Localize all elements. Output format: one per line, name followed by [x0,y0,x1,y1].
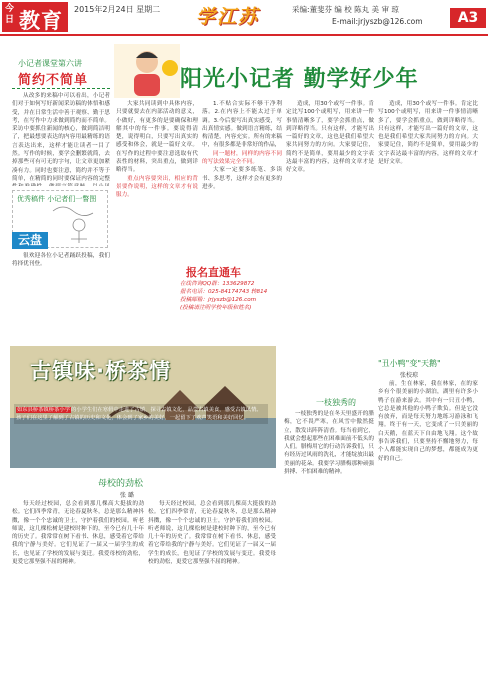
feature-photo-water [10,418,276,468]
tree-piece-body [284,410,374,694]
school-piece-body-continued [148,500,276,694]
feature-caption-lead: 如东县桥茶镇桥茶小学 [17,407,70,413]
mid-article-text: 大家共同读到中具体内容，只要就要去在内部活动的意义，小做好，有更多的是要确保和理解其中的每一件事。要说得清楚，说得明白，只要写出真实的感受和体会，就是一篇好文章。在写作的过程中要注意选取有代表性的材料，突出重点，做到详略得当。 [116,101,198,174]
right-article-b-continued [378,100,478,290]
sun-icon [162,60,178,76]
registration-line: 报名电话：025-84174743 转814 [180,289,268,295]
brand-art-title: 学江苏 [196,6,260,28]
right-article-b [286,100,374,260]
duck-piece-text: 前，生在林家，我在林家，在的家乡有个很美丽的小湖泊，湖里有许多小鸭子在游来游去。其中有一只丑小鸭，它总是被其他的小鸭子欺负。但是它没有放弃，而是每天努力地练习游泳和飞翔。终于有一天，它变成了一只美丽的白天鹅，在蓝天下自由地飞翔。这个故事告诉我们，只要坚持不懈地努力，每个人都能实现自己的梦想，都能成为更好的自己。 [378,381,478,462]
registration-line[interactable]: 投稿邮箱：jrjyszb@126.com [180,297,257,303]
column-title: 简约不简单 [18,73,89,88]
duck-piece-author: 张校琼 [400,372,419,379]
duck-piece-body [378,380,478,694]
right-article-b-text: 造成，用30个或写一件事。肯定比写100个或明写，用来讲一件事情清晰多了，要学会抓重点，做到详略得当。只有这样，才能写出一篇好的文章，这也是我们希望大家共同努力的方向。大家要记住，简约不是简单，要用最少的文字表达最丰富的内容，这样的文章才是好文章。 [286,101,374,174]
mid-article [116,100,198,260]
feature-caption [14,404,268,424]
school-piece-body [12,500,144,694]
right-article-a-text: 1.不贴合实际不够干净利落。2.在内容上不能太过于单调。3.今后要写出真实感受，写出真情实感。做到语言精练，结构清楚，内容充实。所有的来稿中，有很多都是非常好的作品， [202,101,282,149]
section-logo [2,2,68,32]
school-piece-text-continued: 每天经过校园，总会看到那几棵高大挺拔的劲松。它们四季常青，无论春夏秋冬，总是那么精神抖擞，像一个个忠诚的卫士，守护着我们的校园。听老师说，这几棵松树是建校时种下的，至今已有几十年的历史了。我常常在树下看书、休息，感受着它带给我的宁静与美好。它们见证了一届又一届学生的成长，也见证了学校的发展与变迁。我爱母校的劲松，更爱它那坚强不屈的精神。 [148,501,276,566]
page-headline: 阳光小记者 勤学好少年 [180,67,419,92]
sketch-title: 优秀稿件 小记者们一瞥图 [17,195,97,203]
duck-piece-title: "丑小鸭"变"天鹅" [378,359,441,368]
editors-line: 采编:董斐芬 编 校 陈丸 美 审 琼 [292,5,399,14]
logo-small-text: 今日 [5,4,15,25]
registration-title: 报名直通车 [186,266,241,279]
feature-caption-text: 的小学生们在寒假中走进了古镇，探寻古镇文化，品尝古镇美食，感受古镇风情。孩子们在这里了解到了古镇的历史和文化，体会到了家乡的美好，一起留下了欢声笑语和美好回忆。 [16,407,262,421]
divider [12,88,110,89]
issue-date: 2015年2月24日 星期二 [74,5,161,14]
tree-piece-title: 一枝独秀的 [316,398,356,407]
left-column-continued-text: 很欢迎各位小记者踊跃投稿，我们将择优刊登。 [12,253,110,268]
right-article-a-highlight: 同一题材，同样的内容不同的写法效果完全不同。 [202,150,282,166]
left-column-continued [12,252,110,342]
feature-title: 古镇味·桥茶情 [30,359,171,383]
right-article-a-tail: 大家一定要多练笔、多读书、多思考，这样才会有更多的进步。 [202,167,282,190]
logo-title: 教育 [19,9,63,33]
registration-info [180,280,276,312]
page-number: A3 [450,8,486,28]
school-piece-text: 每天经过校园，总会看到那几棵高大挺拔的劲松。它们四季常青，无论春夏秋冬，总是那么精神抖擞，像一个个忠诚的卫士，守护着我们的校园。听老师说，这几棵松树是建校时种下的，至今已有几十年的历史了。我常常在树下看书、休息，感受着它带给我的宁静与美好。它们见证了一届又一届学生的成长，也见证了学校的发展与变迁。我爱母校的劲松，更爱它那坚强不屈的精神。 [12,501,144,566]
left-column-text: 从改多的来稿中可以看出，小记者们对于如何写好新闻采访稿的体悟和感受，并在日常生活中善于观察、勤于思考，在写作中力求做到简约而不简单。采访中要抓住新闻的核心，做到简洁明了，把最想要表达的内容用最精练的语言表达出来，这样才能让读者一目了然。写作的时候，要学会删繁就简，去掉那些可有可无的字句，让文章更加紧凑有力。同时也要注意，简约并不等于简单，在精简的同时要保证内容的完整 [12,93,110,182]
mid-article-highlight: 重点内容要突出，相应的背景要作说明，这样的文章才有说服力。 [116,175,198,199]
school-piece-author: 张 璐 [120,492,134,499]
right-article-b-continued-text: 造成，用30个或写一件事。肯定比写100个或明写，用来讲一件事情清晰多了，要学会抓重点，做到详略得当。只有这样，才能写出一篇好的文章，这也是我们希望大家共同努力的方向。大家要记住，简约不是简单，要用最少的文字表达最丰富的内容，这样的文章才是好文章。 [378,101,478,166]
column-tag: 小记者课堂第六讲 [18,59,82,68]
contact-email: E-mail:jrjyszb@126.com [332,17,423,26]
registration-line: 在线咨询QQ群：133629872 [180,281,255,287]
school-piece-title: 母校的劲松 [98,479,144,489]
masthead [0,0,488,36]
registration-line: (投稿请注明学校年级和姓名) [180,305,252,311]
tree-piece-text: 一枝独秀的是在冬天里盛开的腊梅，它不畏严寒，在风雪中傲然挺立，散发出阵阵清香。每当看到它，我就会想起那些在困难面前不低头的人们。腊梅用它的行动告诉我们，只有经历过风雨的洗礼，才能绽放出最美丽的花朵。我要学习腊梅那种顽强拼搏、不怕困难的精神。 [284,411,374,476]
left-column-body [12,92,110,186]
right-article-a [202,100,282,260]
cloud-badge: 云盘 [12,232,48,249]
